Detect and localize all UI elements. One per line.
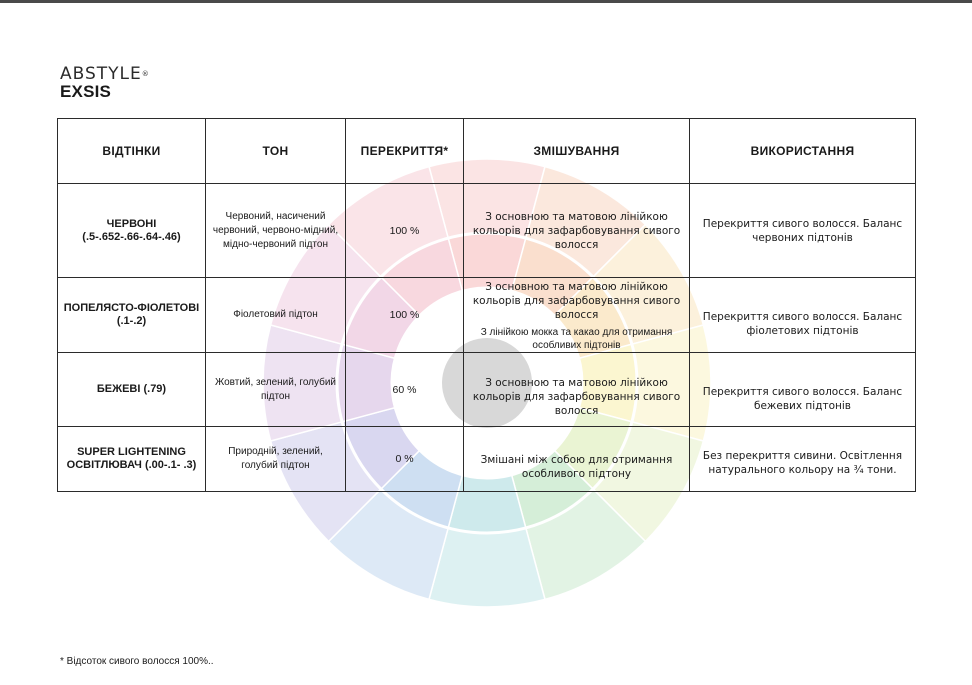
header-tone: ТОН bbox=[206, 119, 346, 184]
usage-cell: Перекриття сивого волосся. Баланс червоних підтонів bbox=[690, 184, 916, 278]
shade-cell: SUPER LIGHTENING ОСВІТЛЮВАЧ (.00-.1- .3) bbox=[58, 427, 206, 492]
table-row bbox=[58, 353, 916, 427]
coverage-cell: 0 % bbox=[346, 427, 464, 492]
logo-product-line: EXSIS bbox=[60, 82, 112, 101]
usage-cell: Перекриття сивого волосся. Баланс бежевих підтонів bbox=[690, 353, 916, 427]
shade-cell: ЧЕРВОНІ (.5-.652-.66-.64-.46) bbox=[58, 184, 206, 278]
mixing-cell bbox=[464, 353, 690, 427]
brand-logo bbox=[60, 66, 150, 102]
shade-cell: ПОПЕЛЯСТО-ФІОЛЕТОВІ (.1-.2) bbox=[58, 278, 206, 353]
mixing-text: З основною та матовою лінійкою кольорів для зафарбовування сивого волосся bbox=[472, 210, 681, 251]
coverage-cell: 60 % bbox=[346, 353, 464, 427]
usage-cell: Перекриття сивого волосся. Баланс фіолетових підтонів bbox=[690, 278, 916, 353]
usage-cell: Без перекриття сивини. Освітлення натурального кольору на ¾ тони. bbox=[690, 427, 916, 492]
mixing-text: З основною та матовою лінійкою кольорів для зафарбовування сивого волосся bbox=[472, 281, 681, 321]
tone-cell: Жовтий, зелений, голубий підтон bbox=[206, 353, 346, 427]
wheel-segment bbox=[429, 528, 545, 607]
mixing-cell bbox=[464, 427, 690, 492]
table-row bbox=[58, 427, 916, 492]
mixing-extra-text: З лінійкою мокка та какао для отримання особливих підтонів bbox=[480, 327, 673, 351]
shade-cell: БЕЖЕВІ (.79) bbox=[58, 353, 206, 427]
header-shades: ВІДТІНКИ bbox=[58, 119, 206, 184]
mixing-text: З основною та матовою лінійкою кольорів для зафарбовування сивого волосся bbox=[472, 377, 681, 417]
top-border bbox=[0, 0, 972, 3]
tone-cell: Фіолетовий підтон bbox=[206, 278, 346, 353]
logo-brand: ABSTYLE® bbox=[60, 64, 150, 84]
coverage-cell: 100 % bbox=[346, 184, 464, 278]
header-usage: ВИКОРИСТАННЯ bbox=[690, 119, 916, 184]
mixing-text: Змішані між собою для отримання особливого підтону bbox=[480, 454, 673, 480]
table-row bbox=[58, 278, 916, 353]
header-mixing: ЗМІШУВАННЯ bbox=[464, 119, 690, 184]
footnote: * Відсоток сивого волосся 100%.. bbox=[60, 656, 214, 667]
table-row bbox=[58, 184, 916, 278]
mixing-cell bbox=[464, 278, 690, 353]
header-coverage: ПЕРЕКРИТТЯ* bbox=[346, 119, 464, 184]
table-header-row bbox=[58, 119, 916, 184]
color-table bbox=[57, 118, 916, 492]
mixing-cell bbox=[464, 184, 690, 278]
tone-cell: Природній, зелений, голубий підтон bbox=[206, 427, 346, 492]
coverage-cell: 100 % bbox=[346, 278, 464, 353]
tone-cell: Червоний, насичений червоний, червоно-мідний, мідно-червоний підтон bbox=[206, 184, 346, 278]
